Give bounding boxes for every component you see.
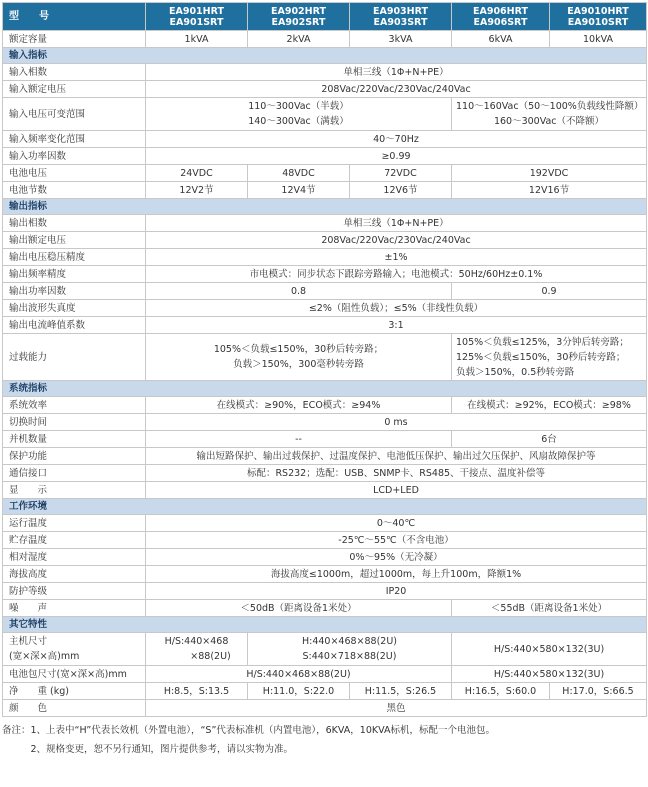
cell: 在线模式：≥92%，ECO模式：≥98% [452,397,647,414]
table-row [3,64,647,81]
table-row [3,515,647,532]
header-label: 型 号 [3,3,146,31]
table-row [3,700,647,717]
cell: 在线模式：≥90%，ECO模式：≥94% [146,397,452,414]
row-label: 电池包尺寸(宽×深×高)mm [3,666,146,683]
row-label: 输出额定电压 [3,232,146,249]
cell: 输出短路保护、输出过载保护、过温度保护、电池低压保护、输出过欠压保护、风扇故障保护等 [146,448,647,465]
model-9010: EA9010HRT EA9010SRT [550,3,647,31]
spec-table [2,2,647,717]
row-label: 电池节数 [3,182,146,199]
cell: -25℃～55℃（不含电池） [146,532,647,549]
table-row [3,566,647,583]
table-row [3,165,647,182]
cell: ≤2%（阻性负载）；≤5%（非线性负载） [146,300,647,317]
row-label: 通信接口 [3,465,146,482]
table-row [3,683,647,700]
label-line: (宽×深×高)mm [9,651,80,662]
table-row [3,232,647,249]
cell: 0%～95%（无冷凝） [146,549,647,566]
cell: 0 ms [146,414,647,431]
model-903: EA903HRT EA903SRT [350,3,452,31]
cell: 12V6节 [350,182,452,199]
row-label: 输出功率因数 [3,283,146,300]
table-row [3,482,647,499]
line: 105%＜负载≤150%，30秒后转旁路； [213,344,384,355]
section-title: 其它特性 [3,617,647,633]
cell: H:17.0，S:66.5 [550,683,647,700]
cell [146,633,248,666]
line: H/S:440×468 [164,636,229,647]
row-label: 输出相数 [3,215,146,232]
model-header-row [3,3,647,31]
cell: -- [146,431,452,448]
cell: 24VDC [146,165,248,182]
cell: 6kVA [452,31,550,48]
line: 110～300Vac（半载） [248,101,349,112]
table-row [3,583,647,600]
row-label: 运行温度 [3,515,146,532]
line: 110～160Vac（50～100%负载线性降额） [456,101,644,112]
cell: ＜55dB（距离设备1米处） [452,600,647,617]
row-label: 贮存温度 [3,532,146,549]
table-row [3,148,647,165]
cell: H/S:440×468×88(2U) [146,666,452,683]
cell: 12V2节 [146,182,248,199]
row-label: 额定容量 [3,31,146,48]
cell: 市电模式：同步状态下跟踪旁路输入；电池模式：50Hz/60Hz±0.1% [146,266,647,283]
section-title: 输出指标 [3,199,647,215]
section-header [3,617,647,633]
cell: ±1% [146,249,647,266]
label-line: 主机尺寸 [9,636,48,647]
cell: 单相三线（1Φ+N+PE） [146,64,647,81]
row-label: 输出频率精度 [3,266,146,283]
cell: 3:1 [146,317,647,334]
cell: 2kVA [248,31,350,48]
cell [146,98,452,131]
table-row [3,31,647,48]
row-label: 相对湿度 [3,549,146,566]
table-row [3,215,647,232]
row-label: 防护等级 [3,583,146,600]
row-label: 电池电压 [3,165,146,182]
row-label: 噪 声 [3,600,146,617]
cell: H:11.0，S:22.0 [248,683,350,700]
line: 140～300Vac（满载） [248,116,349,127]
cell: H:8.5，S:13.5 [146,683,248,700]
line: 125%＜负载≤150%，30秒后转旁路； [456,351,626,363]
row-label: 切换时间 [3,414,146,431]
cell: ＜50dB（距离设备1米处） [146,600,452,617]
notes [2,721,648,759]
section-header [3,199,647,215]
table-row [3,431,647,448]
section-header [3,499,647,515]
table-row [3,317,647,334]
table-row [3,81,647,98]
cell [452,98,647,131]
cell: 单相三线（1Φ+N+PE） [146,215,647,232]
row-label: 输入电压可变范围 [3,98,146,131]
table-row [3,249,647,266]
table-row [3,465,647,482]
row-label: 输入功率因数 [3,148,146,165]
cell: 40～70Hz [146,131,647,148]
cell: LCD+LED [146,482,647,499]
table-row [3,414,647,431]
cell: 208Vac/220Vac/230Vac/240Vac [146,232,647,249]
cell [146,334,452,381]
line: S:440×718×88(2U) [302,651,397,662]
row-label: 颜 色 [3,700,146,717]
row-label: 并机数量 [3,431,146,448]
row-label: 输出电压稳压精度 [3,249,146,266]
cell: 12V16节 [452,182,647,199]
table-row [3,98,647,131]
section-header [3,381,647,397]
table-row [3,549,647,566]
table-row [3,448,647,465]
row-label [3,633,146,666]
cell: 10kVA [550,31,647,48]
section-header [3,48,647,64]
table-row [3,266,647,283]
table-row [3,633,647,666]
cell: 6台 [452,431,647,448]
cell: 208Vac/220Vac/230Vac/240Vac [146,81,647,98]
cell: 72VDC [350,165,452,182]
cell: 黑色 [146,700,647,717]
note-1: 备注：1、上表中“H”代表长效机（外置电池），“S”代表标准机（内置电池），6KVA，10KVA标机，标配一个电池包。 [2,725,495,736]
cell: 48VDC [248,165,350,182]
table-row [3,300,647,317]
cell [452,334,647,381]
section-title: 系统指标 [3,381,647,397]
row-label: 过载能力 [3,334,146,381]
row-label: 净 重 (kg) [3,683,146,700]
row-label: 显 示 [3,482,146,499]
table-row [3,666,647,683]
model-902: EA902HRT EA902SRT [248,3,350,31]
section-title: 工作环境 [3,499,647,515]
line: 160～300Vac（不降额） [493,116,605,127]
cell: 0.8 [146,283,452,300]
cell: 0.9 [452,283,647,300]
row-label: 输入相数 [3,64,146,81]
model-901: EA901HRT EA901SRT [146,3,248,31]
cell: 1kVA [146,31,248,48]
section-title: 输入指标 [3,48,647,64]
cell [248,633,452,666]
cell: ≥0.99 [146,148,647,165]
cell: 192VDC [452,165,647,182]
model-906: EA906HRT EA906SRT [452,3,550,31]
cell: H/S:440×580×132(3U) [452,633,647,666]
row-label: 保护功能 [3,448,146,465]
table-row [3,397,647,414]
table-row [3,532,647,549]
row-label: 系统效率 [3,397,146,414]
row-label: 输入额定电压 [3,81,146,98]
cell: 标配：RS232；选配：USB、SNMP卡、RS485、干接点、温度补偿等 [146,465,647,482]
row-label: 输出电流峰值系数 [3,317,146,334]
row-label: 输出波形失真度 [3,300,146,317]
table-row [3,600,647,617]
line: 负载＞150%，300毫秒转旁路 [233,359,364,370]
cell: 3kVA [350,31,452,48]
line: 负载＞150%，0.5秒转旁路 [456,366,575,378]
line: ×88(2U) [190,651,231,662]
row-label: 输入频率变化范围 [3,131,146,148]
cell: H:11.5，S:26.5 [350,683,452,700]
cell: 12V4节 [248,182,350,199]
table-row [3,334,647,381]
cell: H/S:440×580×132(3U) [452,666,647,683]
cell: IP20 [146,583,647,600]
table-row [3,182,647,199]
note-2: 2、规格变更，恕不另行通知，图片提供参考，请以实物为准。 [2,744,294,755]
table-row [3,283,647,300]
table-row [3,131,647,148]
line: H:440×468×88(2U) [301,636,398,647]
cell: H:16.5，S:60.0 [452,683,550,700]
cell: 0～40℃ [146,515,647,532]
row-label: 海拔高度 [3,566,146,583]
line: 105%＜负载≤125%，3分钟后转旁路； [456,336,629,348]
cell: 海拔高度≤1000m，超过1000m，每上升100m，降额1% [146,566,647,583]
